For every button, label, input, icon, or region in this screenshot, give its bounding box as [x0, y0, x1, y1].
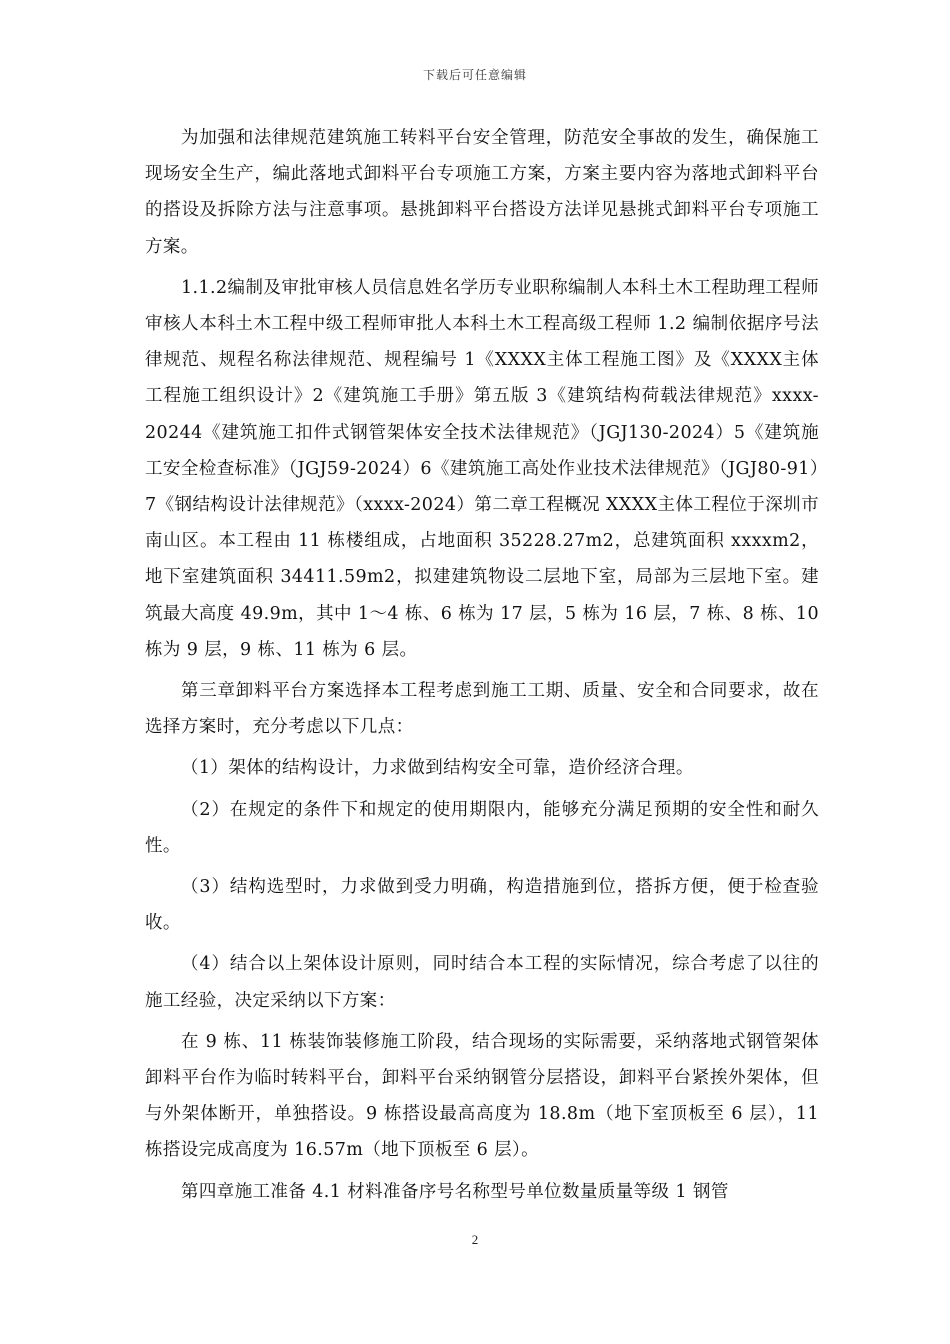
paragraph-point-2: （2）在规定的条件下和规定的使用期限内，能够充分满足预期的安全性和耐久性。 — [145, 799, 819, 856]
paragraph-chapter-four: 第四章施工准备 4.1 材料准备序号名称型号单位数量质量等级 1 钢管 — [181, 1181, 729, 1202]
page-number: 2 — [471, 1232, 479, 1247]
paragraph-point-4: （4）结合以上架体设计原则，同时结合本工程的实际情况，综合考虑了以往的施工经验，决定采纳以下方案： — [145, 954, 819, 1011]
document-body — [145, 120, 819, 1210]
paragraph-point-3: （3）结构选型时，力求做到受力明确，构造措施到位，搭拆方便，便于检查验收。 — [145, 877, 819, 934]
paragraph-intro: 为加强和法律规范建筑施工转料平台安全管理，防范安全事故的发生，确保施工现场安全生产，编此落地式卸料平台专项施工方案，方案主要内容为落地式卸料平台的搭设及拆除方法与注意事项。悬挑卸料平台搭设方法详见悬挑式卸料平台专项施工方案。 — [145, 128, 819, 257]
paragraph-personnel-basis-overview: 1.1.2编制及审批审核人员信息姓名学历专业职称编制人本科土木工程助理工程师审核人本科土木工程中级工程师审批人本科土木工程高级工程师 1.2 编制依据序号法律规范、规程名称法律规范、规程编号 1《XXXX主体工程施工图》及《XXXX主体工程施工组织设计》2《建筑施工手册》第五版 3《建筑结构荷载法律规范》xxxx-20244《建筑施工扣件式钢管架体安全技术法律规范》（JGJ130-2024）5《建筑施工安全检查标准》（JGJ59-2024）6《建筑施工高处作业技术法律规范》（JGJ80-91）7《钢结构设计法律规范》（xxxx-2024）第二章工程概况 XXXX主体工程位于深圳市南山区。本工程由 11 栋楼组成，占地面积 35228.27m2，总建筑面积 xxxxm2，地下室建筑面积 34411.59m2，拟建建筑物设二层地下室，局部为三层地下室。建筑最大高度 49.9m，其中 1～4 栋、6 栋为 17 层，5 栋为 16 层，7 栋、8 栋、10 栋为 9 层，9 栋、11 栋为 6 层。 — [145, 277, 819, 660]
paragraph-scheme: 在 9 栋、11 栋装饰装修施工阶段，结合现场的实际需要，采纳落地式钢管架体卸料平台作为临时转料平台，卸料平台采纳钢管分层搭设，卸料平台紧挨外架体，但与外架体断开，单独搭设。9 栋搭设最高高度为 18.8m（地下室顶板至 6 层），11 栋搭设完成高度为 16.57m（地下顶板至 6 层）。 — [145, 1031, 819, 1161]
paragraph-chapter-three: 第三章卸料平台方案选择本工程考虑到施工工期、质量、安全和合同要求，故在选择方案时，充分考虑以下几点： — [145, 681, 819, 738]
page-header: 下载后可任意编辑 — [422, 68, 527, 82]
paragraph-point-1: （1）架体的结构设计，力求做到结构安全可靠，造价经济合理。 — [181, 758, 694, 779]
